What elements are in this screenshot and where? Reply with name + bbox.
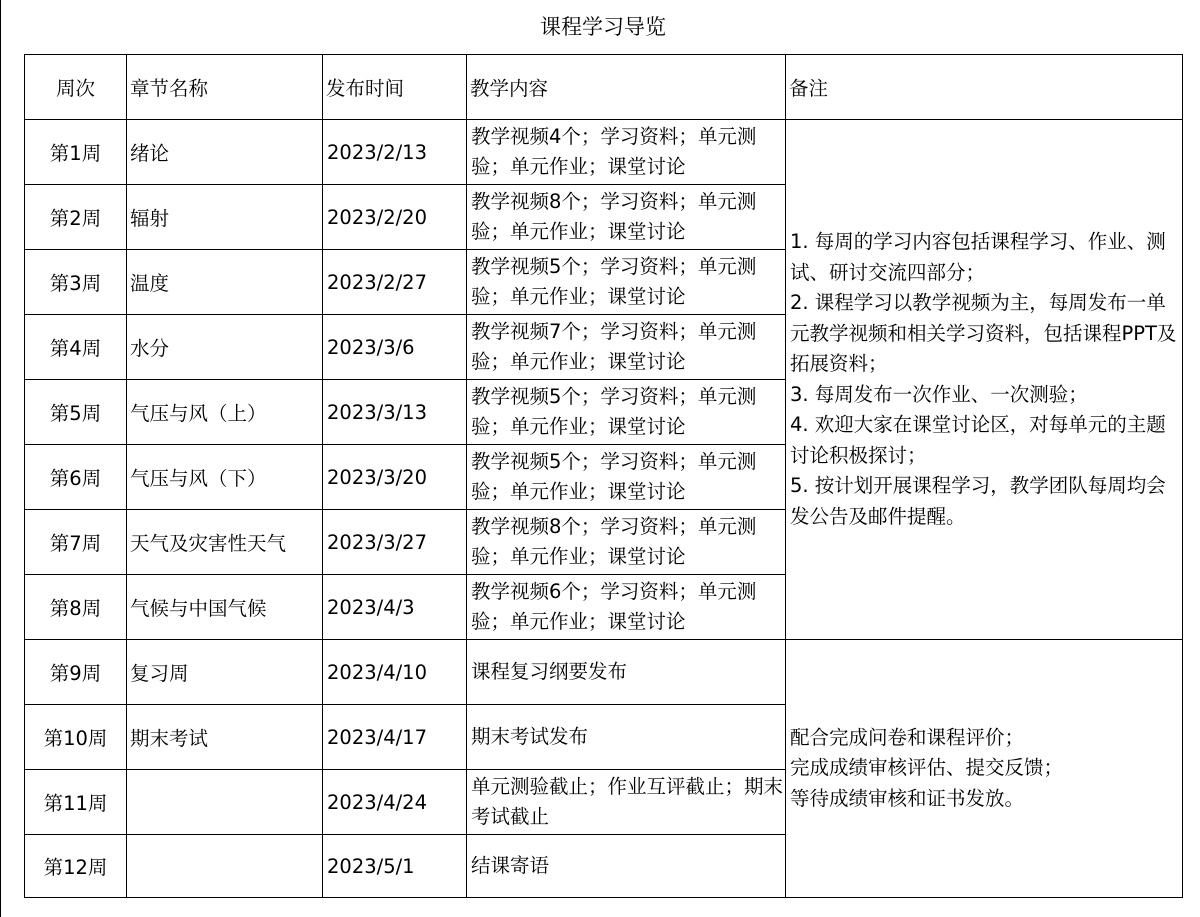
week-cell: 第5周 [25,380,127,445]
date-cell: 2023/3/27 [323,510,467,575]
week-cell: 第10周 [25,705,127,770]
content-cell: 教学视频8个；学习资料；单元测验；单元作业；课堂讨论 [467,185,786,250]
date-cell: 2023/3/6 [323,315,467,380]
chapter-cell: 天气及灾害性天气 [127,510,323,575]
chapter-cell: 温度 [127,250,323,315]
chapter-cell [127,770,323,835]
week-cell: 第2周 [25,185,127,250]
content-cell: 结课寄语 [467,835,786,898]
note-line: 配合完成问卷和课程评价； [790,725,1025,749]
chapter-cell: 气压与风（下） [127,445,323,510]
chapter-cell [127,835,323,898]
week-cell: 第12周 [25,835,127,898]
header-notes: 备注 [786,55,1183,120]
content-cell: 教学视频5个；学习资料；单元测验；单元作业；课堂讨论 [467,250,786,315]
table-header-row [25,55,1183,120]
chapter-cell: 复习周 [127,640,323,705]
note-line: 等待成绩审核和证书发放。 [790,786,1025,810]
date-cell: 2023/3/20 [323,445,467,510]
table-row [25,120,1183,185]
content-cell: 教学视频7个；学习资料；单元测验；单元作业；课堂讨论 [467,315,786,380]
page-left-border [0,0,1,917]
content-cell: 教学视频8个；学习资料；单元测验；单元作业；课堂讨论 [467,510,786,575]
note-line: 1. 每周的学习内容包括课程学习、作业、测试、研讨交流四部分； [790,230,1166,284]
notes-final-steps [786,640,1183,898]
header-week: 周次 [25,55,127,120]
header-chapter: 章节名称 [127,55,323,120]
note-line: 3. 每周发布一次作业、一次测验； [790,382,1088,406]
chapter-cell: 气候与中国气候 [127,575,323,640]
content-cell: 课程复习纲要发布 [467,640,786,705]
table-row [25,640,1183,705]
content-cell: 教学视频4个；学习资料；单元测验；单元作业；课堂讨论 [467,120,786,185]
week-cell: 第1周 [25,120,127,185]
chapter-cell: 辐射 [127,185,323,250]
header-date: 发布时间 [323,55,467,120]
chapter-cell: 期末考试 [127,705,323,770]
week-cell: 第4周 [25,315,127,380]
date-cell: 2023/2/13 [323,120,467,185]
date-cell: 2023/3/13 [323,380,467,445]
content-cell: 教学视频5个；学习资料；单元测验；单元作业；课堂讨论 [467,380,786,445]
date-cell: 2023/4/3 [323,575,467,640]
note-line: 2. 课程学习以教学视频为主，每周发布一单元教学视频和相关学习资料，包括课程PPT及拓展资料； [790,291,1177,375]
notes-weekly-plan [786,120,1183,640]
page-title: 课程学习导览 [540,15,666,39]
date-cell: 2023/4/10 [323,640,467,705]
content-cell: 教学视频6个；学习资料；单元测验；单元作业；课堂讨论 [467,575,786,640]
chapter-cell: 水分 [127,315,323,380]
week-cell: 第11周 [25,770,127,835]
week-cell: 第7周 [25,510,127,575]
note-line: 完成成绩审核评估、提交反馈； [790,756,1064,780]
chapter-cell: 气压与风（上） [127,380,323,445]
table-body [25,55,1183,898]
week-cell: 第8周 [25,575,127,640]
chapter-cell: 绪论 [127,120,323,185]
week-cell: 第3周 [25,250,127,315]
week-cell: 第6周 [25,445,127,510]
date-cell: 2023/4/24 [323,770,467,835]
note-line: 5. 按计划开展课程学习，教学团队每周均会发公告及邮件提醒。 [790,474,1166,528]
content-cell: 期末考试发布 [467,705,786,770]
date-cell: 2023/2/20 [323,185,467,250]
date-cell: 2023/5/1 [323,835,467,898]
course-guide-table [24,54,1183,898]
content-cell: 单元测验截止；作业互评截止；期末考试截止 [467,770,786,835]
week-cell: 第9周 [25,640,127,705]
header-content: 教学内容 [467,55,786,120]
date-cell: 2023/2/27 [323,250,467,315]
content-cell: 教学视频5个；学习资料；单元测验；单元作业；课堂讨论 [467,445,786,510]
date-cell: 2023/4/17 [323,705,467,770]
note-line: 4. 欢迎大家在课堂讨论区，对每单元的主题讨论积极探讨； [790,413,1166,467]
